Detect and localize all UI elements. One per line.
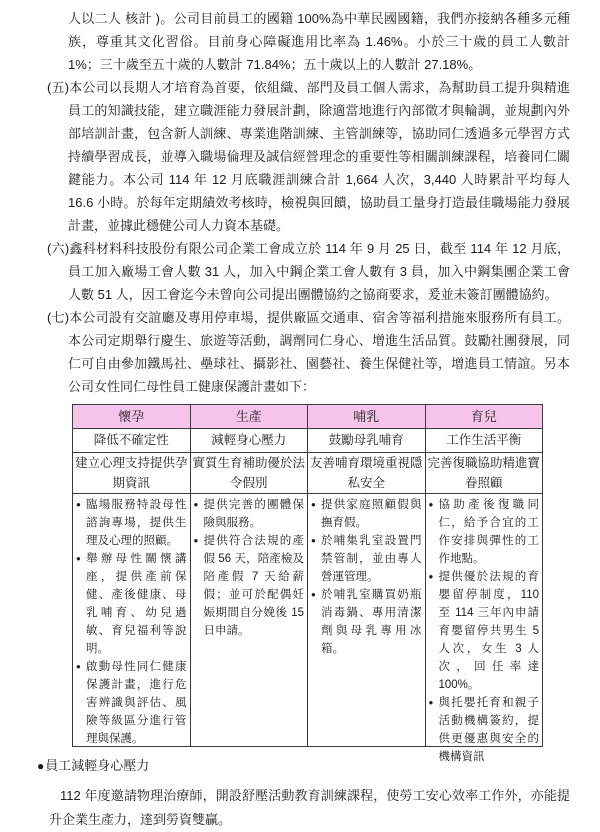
column-header-breastfeeding: 哺乳	[308, 405, 426, 429]
bullet-item	[76, 496, 187, 550]
bullet-icon: ●	[193, 536, 199, 545]
bullet-item	[76, 658, 187, 748]
measures-birth	[190, 494, 308, 747]
bullet-item	[311, 586, 422, 658]
bullet-icon: ●	[428, 572, 434, 581]
bullet-icon: ●	[428, 500, 434, 509]
footer-heading-text: 員工減輕身心壓力	[45, 758, 150, 773]
bullet-text: 於哺集乳室設置門禁管制，並由專人營運管理。	[321, 535, 422, 583]
bullet-icon: ●	[193, 500, 199, 509]
maternal-health-protection-table	[72, 404, 543, 763]
column-header-birth: 生產	[190, 405, 308, 429]
bullet-text: 啟動母性同仁健康保護計畫，進行危害辨識與評估、風險等級區分進行管理與保護。	[86, 661, 187, 745]
bullet-icon: ●	[311, 590, 316, 599]
subtitle-pregnancy: 建立心理支持提供孕期資訊	[73, 453, 191, 494]
bullet-item	[429, 568, 540, 694]
table-measures-row	[73, 494, 543, 747]
paragraph-5-marker: (五)	[47, 80, 70, 95]
paragraph-5	[47, 76, 570, 237]
bullet-item	[429, 694, 540, 766]
paragraph-6	[47, 237, 570, 306]
subtitle-childcare: 完善復職協助精進寶眷照顧	[425, 453, 543, 494]
subtitle-birth: 實質生育補助優於法令假別	[190, 453, 308, 494]
bullet-text: 提供家庭照顧假與撫育假。	[321, 499, 422, 529]
bullet-item	[429, 496, 540, 568]
paragraph-7-text: 本公司設有交誼廳及專用停車場，提供廠區交通車、宿舍等福利措施來服務所有員工。本公司定期舉行慶生、旅遊等活動，調劑同仁身心、增進生活品質。鼓勵社團發展，同仁可自由參加鐵馬社、壘球社、攝影社、園藝社、養生保健社等，增進員工情誼。另本公司女性同仁母性員工健康保護計畫如下：	[68, 310, 570, 394]
bullet-text: 舉辦母性關懷講座，提供產前保健、產後健康、母乳哺育、幼兒過敏、育兒福利等說明。	[86, 553, 187, 655]
bullet-item	[311, 532, 422, 586]
measures-pregnancy-body	[73, 494, 190, 746]
bullet-icon: ●	[76, 554, 81, 563]
bullet-icon: ●	[311, 500, 316, 509]
column-header-childcare: 育兒	[425, 405, 543, 429]
bullet-text: 臨場服務特設母性諮詢專場，提供生理及心理的照顧。	[86, 499, 187, 547]
measures-childcare	[425, 494, 543, 763]
table-slogan-row	[73, 429, 543, 453]
footer-paragraph: 112 年度邀請物理治療師，開設舒壓活動教育訓練課程，使勞工安心效率工作外，亦能提升企業生產力，達到勞資雙贏。	[49, 788, 570, 827]
bullet-text: 提供符合法規的產假 56 天，陪產檢及陪產假 7 天給薪假；並可於配偶妊娠期間自分娩後 15 日申請。	[203, 535, 304, 637]
bullet-icon: ●	[76, 662, 81, 671]
slogan-childcare: 工作生活平衡	[425, 429, 543, 453]
measures-pregnancy	[73, 494, 191, 747]
bullet-icon: ●	[76, 500, 81, 509]
bullet-text: 於哺乳室購買奶瓶消毒鍋、專用清潔劑與母乳專用冰箱。	[321, 589, 422, 655]
slogan-pregnancy: 降低不確定性	[73, 429, 191, 453]
table-subtitle-row	[73, 453, 543, 494]
paragraph-6-marker: (六)	[47, 241, 70, 256]
bullet-text: 提供優於法規的育嬰留停制度，110 至 114 三年內申請育嬰留停共男生 5 人次，女生 3 人次，回任率達 100%。	[438, 571, 539, 691]
measures-birth-body	[191, 494, 308, 746]
table-header-row	[73, 405, 543, 429]
paragraph-7	[47, 306, 570, 398]
measures-childcare-body	[426, 494, 543, 763]
slogan-birth: 減輕身心壓力	[190, 429, 308, 453]
subtitle-breastfeeding: 友善哺育環境重視隱私安全	[308, 453, 426, 494]
measures-breastfeeding	[308, 494, 426, 747]
column-header-pregnancy: 懷孕	[73, 405, 191, 429]
measures-breastfeeding-body	[308, 494, 425, 746]
bullet-text: 提供完善的團體保險與服務。	[203, 499, 304, 529]
slogan-breastfeeding: 鼓勵母乳哺育	[308, 429, 426, 453]
paragraph-5-text: 本公司以長期人才培育為首要，依組織、部門及員工個人需求，為幫助員工提升與精進員工的知識技能，建立職涯能力發展計劃，除適當地進行內部徵才與輪調，並規劃內外部培訓計畫，包含新人訓練、專業進階訓練、主管訓練等，協助同仁透過多元學習方式持續學習成長，並導入職場倫理及誠信經營理念的重要性等相關訓練課程，培養同仁關鍵能力。本公司 114 年 12 月底職涯訓練合計 1,664 人次，3,440 人時累計平均每人 16.6 小時。於每年定期績效考核時，檢視與回饋，協助員工量身打造最佳職場能力發展計畫，並據此穩健公司人力資本基礎。	[68, 80, 570, 233]
bullet-item	[311, 496, 422, 532]
bullet-item	[76, 550, 187, 658]
bullet-text: 與托嬰托育和親子活動機構簽約，提供更優惠與安全的機構資訊	[438, 697, 539, 763]
bullet-icon: ●	[37, 759, 45, 773]
intro-paragraph: 人以二人 核計 )。公司目前員工的國籍 100%為中華民國國籍，我們亦接納各種多元種族，尊重其文化習俗。目前身心障礙進用比率為 1.46%。小於三十歲的員工人數計 1%；三十歲至五十歲的人數計 71.84%；五十歲以上的人數計 27.18%。	[68, 11, 570, 72]
bullet-item	[194, 496, 305, 532]
paragraph-7-marker: (七)	[47, 310, 70, 325]
bullet-text: 協助產後復職同仁，給予合宜的工作安排與彈性的工作地點。	[438, 499, 539, 565]
bullet-item	[194, 532, 305, 640]
paragraph-6-text: 鑫科材料科技股份有限公司企業工會成立於 114 年 9 月 25 日，截至 114 年 12 月底，員工加入廠場工會人數 31 人，加入中鋼企業工會人數有 3 員，加入中鋼集團企業工會人數 51 人，因工會迄今未曾向公司提出團體協約之協商要求，爰並未簽訂團體協約。	[68, 241, 570, 302]
bullet-icon: ●	[428, 698, 434, 707]
bullet-icon: ●	[311, 536, 316, 545]
